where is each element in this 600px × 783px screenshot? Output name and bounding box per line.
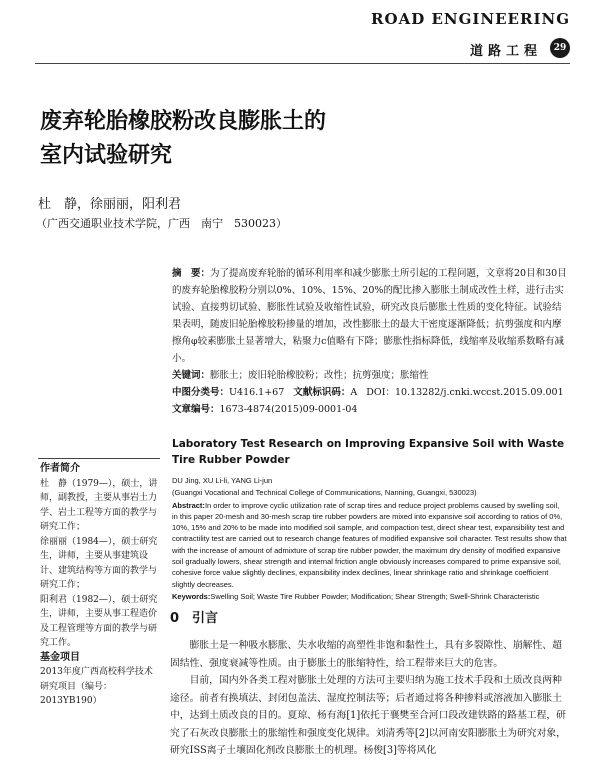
en-abstract-text: In order to improve cyclic utilization rate of scrap tires and reduce project problems caused by swelling soil, in this paper 20-mesh and 30-mesh scrap tire rubber powders are mixed into expansive soil according to ratios of 0%, 10%, 15% and 20% to be made into modified soil sample, and compaction test, direct shear test, expansibility test and contractility test are carried out to research change features of modified expansive soil character. Test results show that with the increase of amount of admixture of scrap tire rubber powder, the maximum dry density of modified expansive soil gradually lowers, shear strength and internal friction angle obviously increases compared to prime expansive soil, cohesive force value slightly declines, expansibility index declines, linear shrinkage ratio and shrinkage coefficient slightly decreases. (172, 500, 567, 589)
sidebar-divider (38, 458, 160, 459)
header-divider (35, 63, 570, 64)
body-paragraph: 目前，国内外各类工程对膨胀土处理的方法可主要归纳为施工技术手段和土质改良两种途径。前者有换填法、封闭包盖法、湿度控制法等；后者通过将各种掺料或溶液加入膨胀土中，达到土质改良的目的。夏琼、杨有海[1]依托于襄樊至合河口段改建铁路的路基工程，研究了石灰改良膨胀土的胀缩性和强度变化规律。刘清秀等[2]以河南安阳膨胀土为研究对象，研究ISS离子土壤固化剂改良膨胀土的机理。杨俊[3]等将风化 (170, 675, 566, 756)
introduction-body (170, 637, 567, 760)
cn-abstract-text: 为了提高废弃轮胎的循环利用率和减少膨胀土所引起的工程问题，文章将20目和30目的废弃轮胎橡胶粉分别以0%、10%、15%、20%的配比掺入膨胀土制成改性土样，进行击实试验、直接剪切试验、膨胀性试验及收缩性试验，研究改良后膨胀土性质的变化特征。试验结果表明，随废旧轮胎橡胶粉掺量的增加，改性膨胀土的最大干密度逐渐降低；抗剪强度和内摩擦角φ较素膨胀土显著增大，粘聚力c值略有下降；膨胀性指标降低，线缩率及收缩系数略有减小。 (172, 268, 567, 364)
paper-title (40, 105, 560, 173)
article-number-line (172, 401, 567, 418)
doc-code-value: A (350, 387, 358, 398)
en-keywords (172, 591, 567, 602)
en-abstract (172, 500, 567, 590)
article-no-value: 1673-4874(2015)09-0001-04 (219, 404, 358, 415)
section-heading-introduction: 0 引言 (170, 611, 219, 626)
en-authors: DU Jing, XU Li-li, YANG Li-jun (172, 476, 273, 485)
clc-label: 中图分类号： (172, 387, 230, 398)
journal-logo-icon: 29 (550, 38, 570, 58)
body-paragraph: 膨胀土是一种吸水膨胀、失水收缩的高塑性非饱和黏性土，具有多裂隙性、崩解性、超固结性、强度衰减等性质。由于膨胀土的胀缩特性，给工程带来巨大的危害。 (170, 640, 562, 669)
clc-value: U416.1+67 (229, 387, 285, 398)
journal-name-en: ROAD ENGINEERING (371, 10, 570, 28)
cn-keywords-label: 关键词： (172, 370, 211, 381)
doi-label: DOI： (366, 387, 395, 398)
cn-abstract-label: 摘 要： (172, 268, 211, 279)
en-title: Laboratory Test Research on Improving Expansive Soil with Waste Tire Rubber Powder (172, 438, 565, 466)
doi-value: 10.13282/j.cnki.wccst.2015.09.001 (394, 387, 564, 398)
fund-text: 2013年度广西高校科学技术研究项目（编号：2013YB190） (40, 667, 153, 706)
cn-abstract-block (172, 265, 567, 418)
en-abstract-block (172, 475, 567, 603)
en-keywords-text: Swelling Soil; Waste Tire Rubber Powder; Modification; Shear Strength; Swell-Shrink Characteristic (210, 591, 540, 601)
author-sidebar (40, 462, 158, 709)
journal-name-cn: 道路工程 (469, 44, 542, 59)
classification-line (172, 384, 567, 401)
authors: 杜 静，徐丽丽，阳利君 (38, 197, 182, 212)
article-no-label: 文章编号： (172, 404, 220, 415)
cn-abstract (172, 265, 567, 367)
en-keywords-label: Keywords: (172, 591, 211, 601)
fund-heading: 基金项目 (40, 651, 80, 663)
paper-title-line1: 废弃轮胎橡胶粉改良膨胀土的 (40, 109, 327, 134)
cn-keywords (172, 367, 567, 384)
doc-code-label: 文献标识码： (293, 387, 351, 398)
en-abstract-label: Abstract: (172, 500, 205, 510)
author-bio-1: 杜 静（1979—），硕士，讲师，副教授，主要从事岩土力学、岩土工程等方面的教学与研究工作； (40, 478, 158, 532)
author-bio-2: 徐丽丽（1984—），硕士研究生，讲师，主要从事建筑设计、建筑结构等方面的教学与研究工作； (40, 536, 158, 590)
author-bio-heading: 作者简介 (40, 463, 80, 474)
affiliation: （广西交通职业技术学院，广西 南宁 530023） (36, 217, 287, 230)
en-affiliation: (Guangxi Vocational and Technical College of Communications, Nanning, Guangxi, 530023) (172, 488, 477, 498)
author-bio-3: 阳利君（1982—），硕士研究生，讲师，主要从事工程造价及工程管理等方面的教学与研究工作。 (40, 594, 158, 648)
cn-keywords-text: 膨胀土；废旧轮胎橡胶粉；改性；抗剪强度；胀缩性 (210, 370, 429, 381)
paper-title-line2: 室内试验研究 (40, 143, 173, 168)
